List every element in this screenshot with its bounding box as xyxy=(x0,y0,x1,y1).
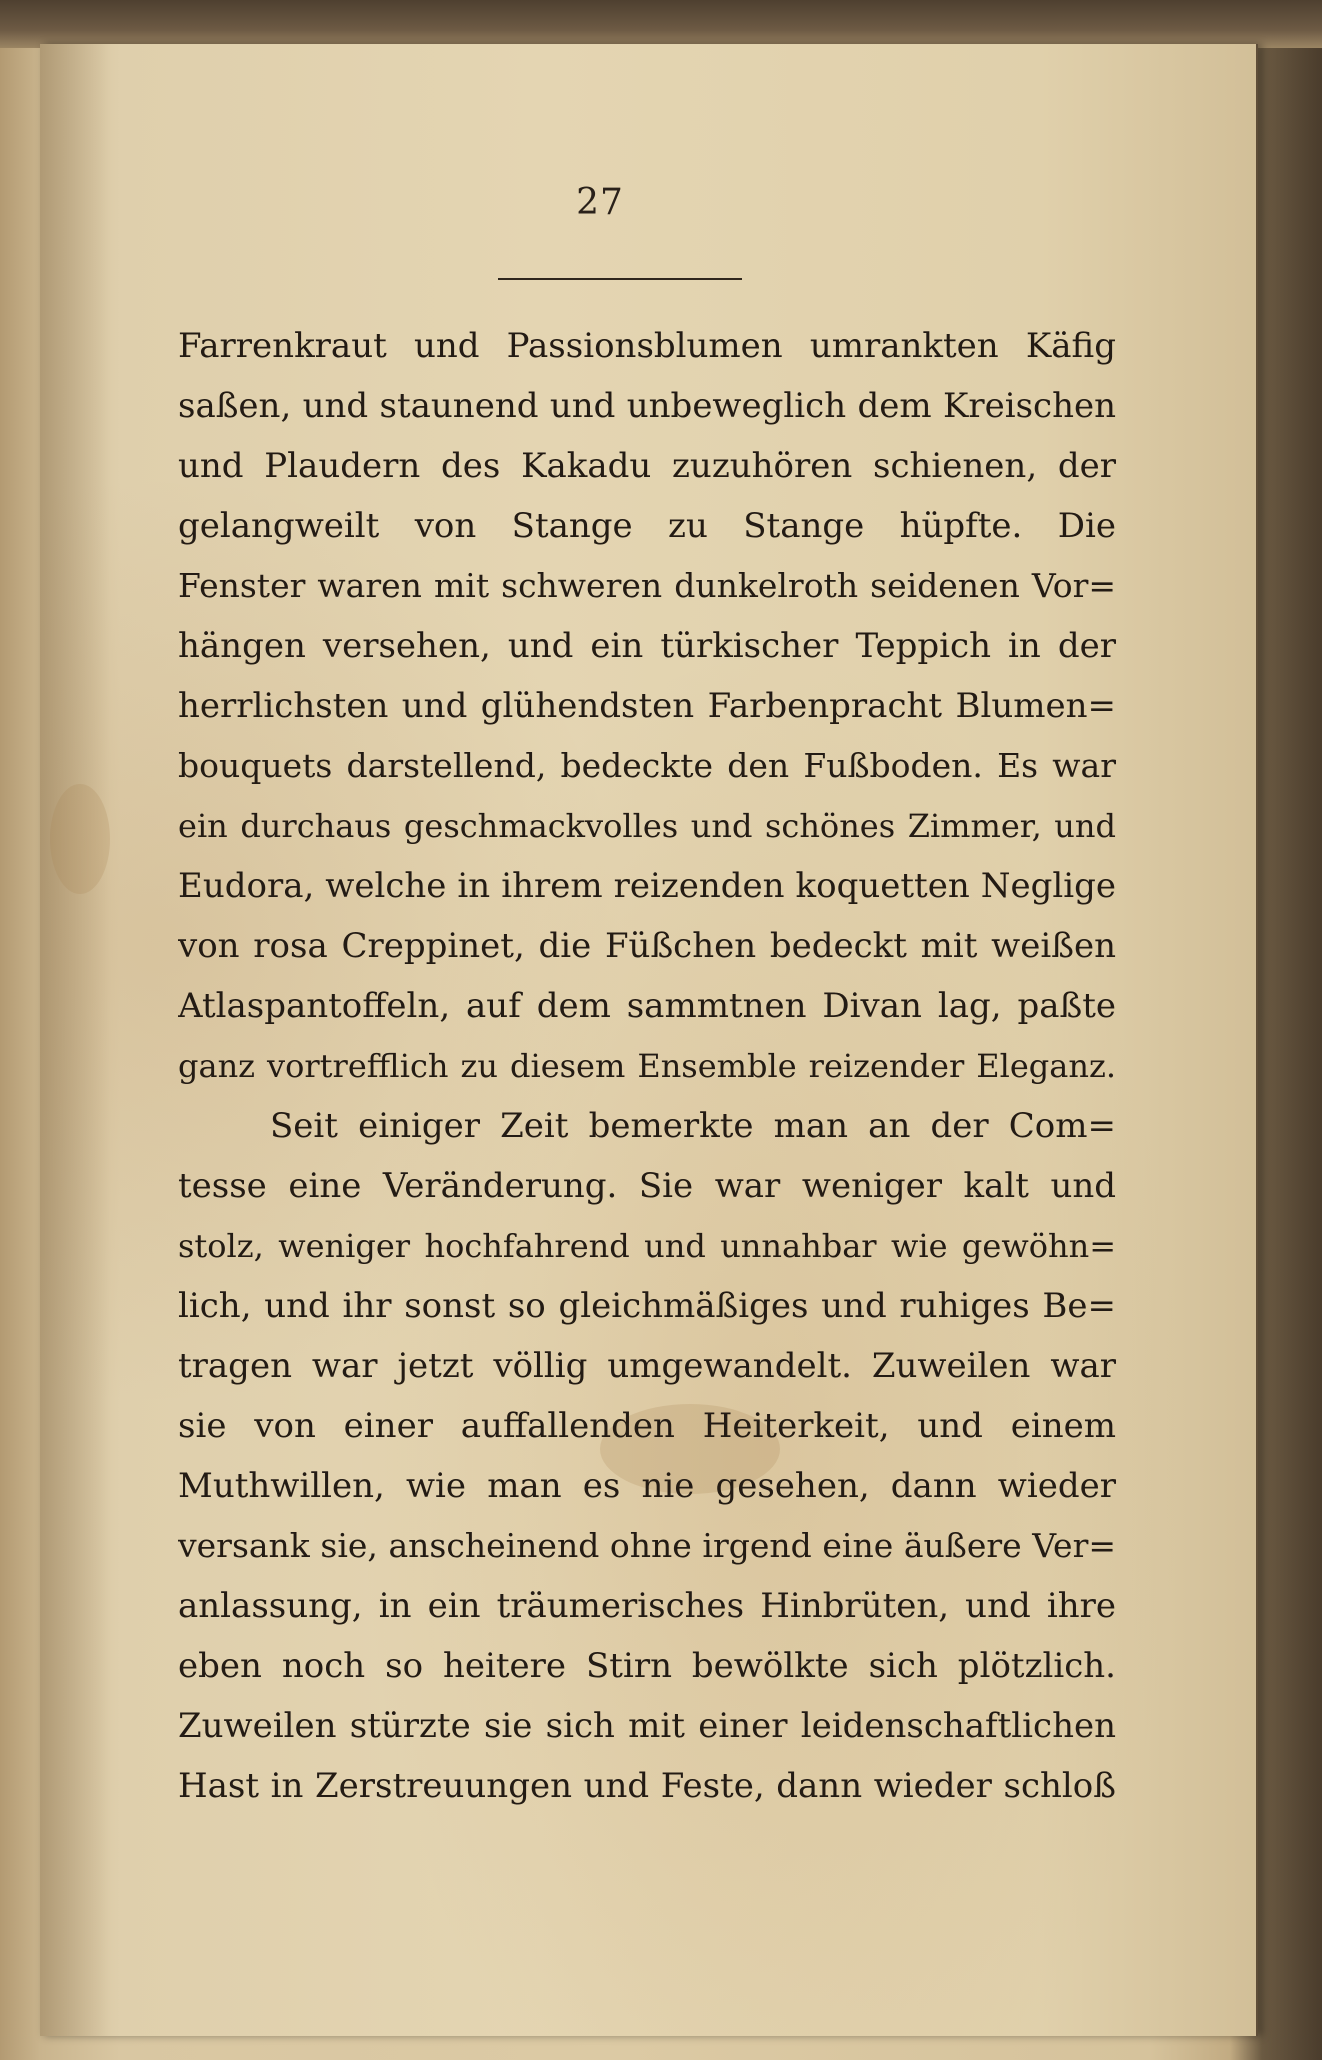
text-line: eben noch so heitere Stirn bewölkte sich plötzlich. xyxy=(178,1646,1116,1686)
text-line: bouquets darstellend, bedeckte den Fußboden. Es war xyxy=(178,746,1116,785)
paper-stain xyxy=(50,784,110,894)
book-page xyxy=(40,44,1258,2036)
text-line: Zuweilen stürzte sie sich mit einer leidenschaftlichen xyxy=(178,1706,1116,1746)
text-line: Eudora, welche in ihrem reizenden koquetten Neglige xyxy=(178,866,1116,906)
text-line: Seit einiger Zeit bemerkte man an der Com= xyxy=(270,1106,1116,1146)
body-text xyxy=(178,316,1116,1816)
text-line: saßen, und staunend und unbeweglich dem Kreischen xyxy=(178,386,1116,426)
text-line: Muthwillen, wie man es nie gesehen, dann wieder xyxy=(178,1466,1116,1506)
text-line: tesse eine Veränderung. Sie war weniger kalt und xyxy=(178,1166,1116,1206)
text-line: hängen versehen, und ein türkischer Teppich in der xyxy=(178,626,1116,666)
text-line: sie von einer auffallenden Heiterkeit, und einem xyxy=(178,1406,1116,1446)
text-line: Hast in Zerstreuungen und Feste, dann wieder schloß xyxy=(178,1766,1116,1806)
text-line: gelangweilt von Stange zu Stange hüpfte. Die xyxy=(178,506,1116,546)
text-line: ein durchaus geschmackvolles und schönes Zimmer, und xyxy=(178,807,1116,845)
text-line: herrlichsten und glühendsten Farbenpracht Blumen= xyxy=(178,686,1116,726)
book-top-edge xyxy=(0,0,1322,48)
header-rule xyxy=(498,278,742,280)
text-line: stolz, weniger hochfahrend und unnahbar wie gewöhn= xyxy=(178,1227,1116,1265)
text-line: anlassung, in ein träumerisches Hinbrüten, und ihre xyxy=(178,1586,1116,1626)
gutter-shadow xyxy=(40,44,110,2036)
text-line: und Plaudern des Kakadu zuzuhören schienen, der xyxy=(178,446,1116,486)
text-line: Atlaspantoffeln, auf dem sammtnen Divan lag, paßte xyxy=(178,986,1116,1026)
text-line: Fenster waren mit schweren dunkelroth seidenen Vor= xyxy=(178,566,1116,605)
page-number: 27 xyxy=(576,182,624,223)
text-line: versank sie, anscheinend ohne irgend eine äußere Ver= xyxy=(178,1526,1116,1565)
text-line: von rosa Creppinet, die Füßchen bedeckt mit weißen xyxy=(178,926,1116,966)
text-line: ganz vortrefflich zu diesem Ensemble reizender Eleganz. xyxy=(178,1047,1116,1085)
text-line: tragen war jetzt völlig umgewandelt. Zuweilen war xyxy=(178,1346,1116,1386)
text-line: Farrenkraut und Passionsblumen umrankten Käfig xyxy=(178,326,1116,366)
text-line: lich, und ihr sonst so gleichmäßiges und ruhiges Be= xyxy=(178,1286,1116,1326)
